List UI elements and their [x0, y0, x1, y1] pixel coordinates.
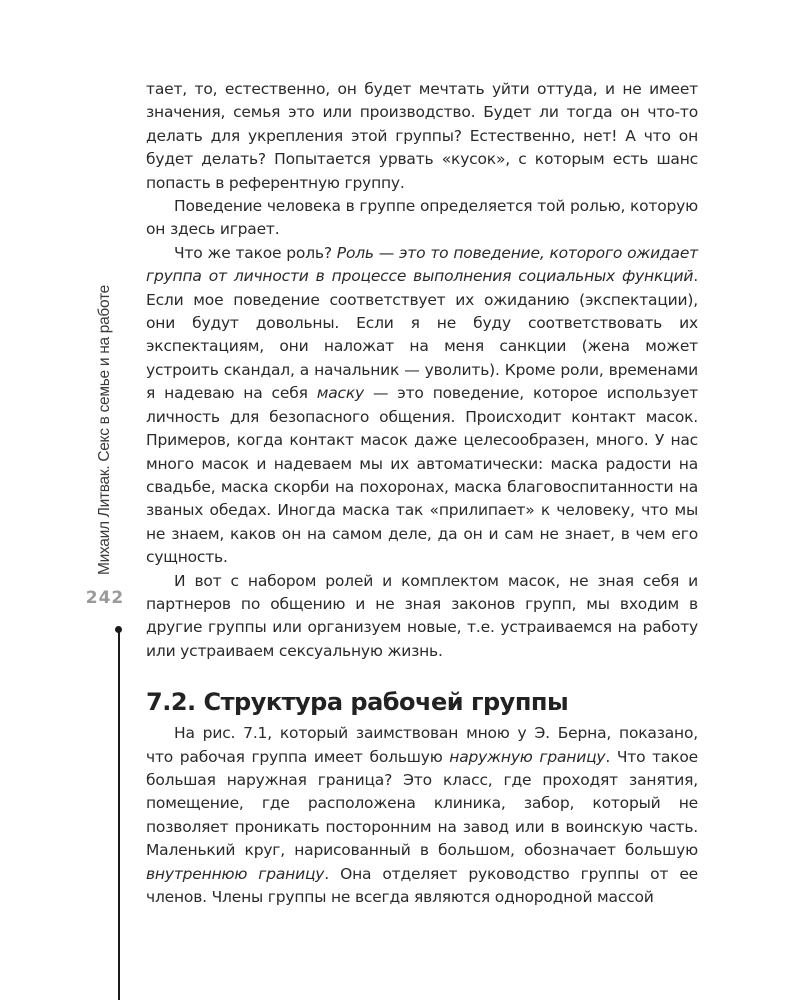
body-paragraph — [146, 570, 698, 664]
paragraph-text: — это поведение, которое использует личность для безопасного общения. Происходит контакт масок. Примеров, когда контакт масок даже целесообразен, много. У нас много масок и надеваем мы их автоматически: маска радости на свадьбе, маска скорби на похоронах, маска благовоспитанности на званых обедах. Иногда маска так «прилипает» к человеку, что мы не знаем, каков он на самом деле, да он и сам не знает, в чем его сущность. — [146, 384, 698, 567]
body-paragraph — [146, 195, 698, 242]
body-paragraph — [146, 242, 698, 570]
body-paragraph — [146, 722, 698, 909]
paragraph-text: Что же такое роль? — [174, 243, 337, 262]
body-paragraph — [146, 78, 698, 195]
italic-term: маску — [316, 384, 364, 403]
running-head: Михаил Литвак. Секс в семье и на работе — [96, 285, 113, 575]
page-body — [146, 78, 698, 909]
paragraph-text: тает, то, естественно, он будет мечтать уйти оттуда, и не имеет значения, семья это или производство. Будет ли тогда он что-то делать для укрепления этой группы? Естественно, нет! А что он будет делать? Попытается урвать «кусок», с которым есть шанс попасть в референтную группу. — [146, 80, 698, 192]
italic-term: Роль — это то поведение, которого ожидает группа от личности в процессе выполнения социальных функций — [146, 243, 698, 286]
italic-term: наружную границу — [449, 747, 606, 766]
italic-term: внутреннюю границу — [146, 864, 325, 883]
paragraphs-before-heading — [146, 78, 698, 663]
paragraph-text: На рис. 7.1, который заимствован мною у Э. Берна, показано, что рабочая группа имеет большую — [146, 724, 698, 766]
margin-rule-line — [118, 632, 120, 1000]
page-number: 242 — [85, 588, 125, 608]
paragraph-text: . Что такое большая наружная граница? Это класс, где проходят занятия, помещение, где расположена клиника, забор, который не позволяет проникать посторонним на завод или в воинскую часть. Маленький круг, нарисованный в большом, обозначает большую — [146, 747, 698, 860]
section-heading: 7.2. Структура рабочей группы — [146, 688, 569, 717]
paragraph-text: Поведение человека в группе определяется той ролью, которую он здесь играет. — [146, 197, 698, 239]
paragraph-text: . Если мое поведение соответствует их ожиданию (экспектации), они будут довольны. Если я не буду соответствовать их экспектациям, они наложат на меня санкции (жена может устроить скандал, а начальник — уволить). Кроме роли, временами я надеваю на себя — [146, 267, 698, 403]
page-margin-sidebar — [80, 270, 130, 1000]
paragraphs-after-heading — [146, 722, 698, 909]
paragraph-text: . Она отделяет руководство группы от ее членов. Члены группы не всегда являются однородной массой — [146, 864, 698, 906]
paragraph-text: И вот с набором ролей и комплектом масок, не зная себя и партнеров по общению и не зная законов групп, мы входим в другие группы или организуем новые, т.е. устраиваемся на работу или устраиваем сексуальную жизнь. — [146, 571, 698, 660]
